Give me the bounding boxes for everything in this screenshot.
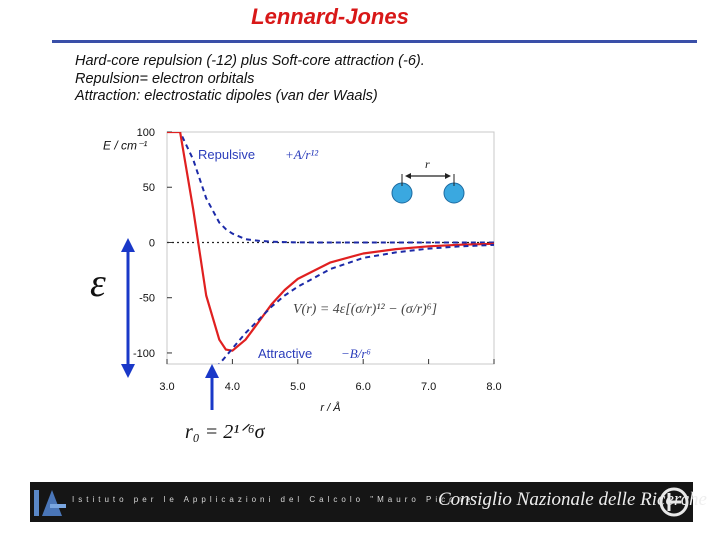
epsilon-label: ε [90, 260, 106, 305]
y-tick-label: -100 [132, 347, 155, 360]
vr-formula: V(r) = 4ε[(σ/r)¹² − (σ/r)⁶] [293, 302, 438, 317]
epsilon-arrowhead-up [121, 238, 135, 252]
r-label: r [425, 157, 430, 171]
x-tick-label: 8.0 [486, 381, 502, 393]
x-tick-label: 4.0 [224, 381, 241, 393]
x-tick-label: 5.0 [290, 381, 306, 393]
x-axis-label: r / Å [320, 402, 341, 414]
x-tick-label: 3.0 [159, 381, 175, 393]
attractive-label: Attractive [258, 346, 313, 361]
footer-bar [30, 482, 707, 522]
bullet-line: Repulsion= electron orbitals [75, 70, 255, 87]
footer-cnr-text: Consiglio Nazionale delle Ricerche [438, 489, 707, 510]
y-tick-label: 50 [142, 182, 155, 195]
epsilon-arrowhead-down [121, 364, 135, 378]
bullet-line: Hard-core repulsion (-12) plus Soft-core attraction (-6). [75, 53, 425, 69]
r0-arrowhead [205, 364, 219, 378]
footer-institute-text: Istituto per le Applicazioni del Calcolo "Mauro Picone" [72, 495, 482, 504]
bullet-line: Attraction: electrostatic dipoles (van der Waals) [75, 88, 378, 104]
iac-logo [30, 482, 70, 522]
repulsive-formula: +A/r¹² [285, 147, 319, 162]
axes [103, 127, 502, 414]
attractive-formula: −B/r⁶ [341, 346, 371, 361]
distance-arrowhead [405, 173, 411, 179]
repulsive-label: Repulsive [198, 147, 256, 162]
slide-title: Lennard-Jones [251, 4, 409, 29]
lennard-jones-chart [85, 120, 505, 460]
x-tick-label: 6.0 [355, 381, 371, 393]
y-tick-label: 0 [148, 237, 155, 250]
title-underline [52, 40, 697, 43]
y-tick-label: -50 [139, 292, 155, 305]
distance-arrowhead [445, 173, 451, 179]
cnr-logo [657, 485, 691, 519]
potential-curve [167, 132, 494, 351]
y-tick-label: 100 [136, 127, 155, 139]
y-axis-label: E / cm⁻¹ [103, 138, 148, 153]
r0-formula: r₀ = 2¹ᐟ⁶σ [185, 421, 265, 443]
bullet-list [75, 53, 425, 106]
x-tick-label: 7.0 [420, 381, 437, 393]
